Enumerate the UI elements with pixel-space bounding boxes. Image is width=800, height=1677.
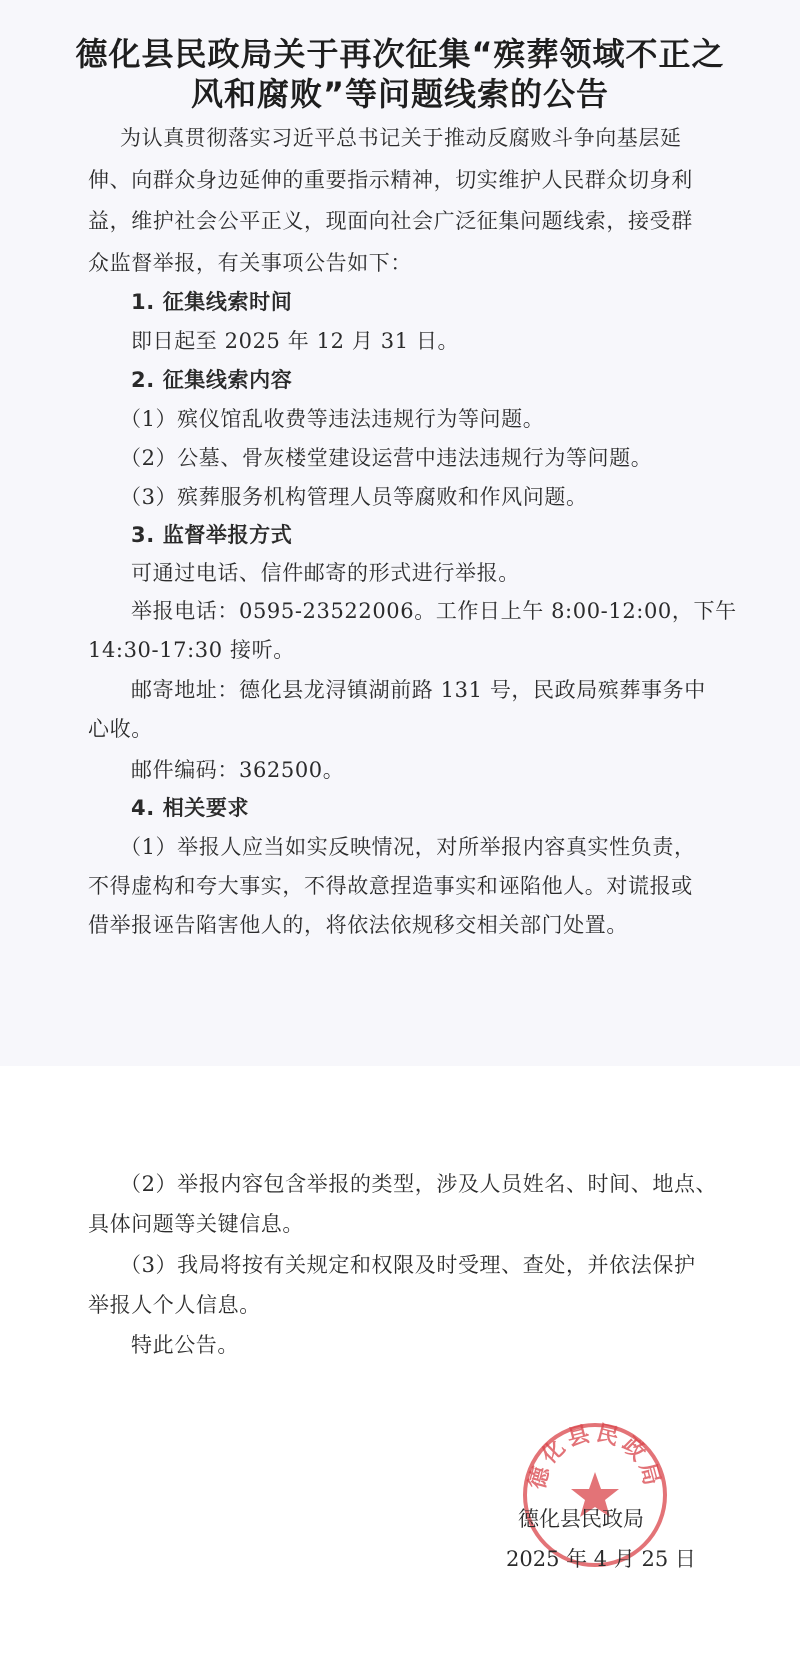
section-2-item-2: （2）公墓、骨灰楼堂建设运营中违法违规行为等问题。 <box>120 446 653 470</box>
section-3-heading: 3. 监督举报方式 <box>131 523 293 547</box>
closing-remark: 特此公告。 <box>131 1333 239 1357</box>
intro-paragraph-line-1: 为认真贯彻落实习近平总书记关于推动反腐败斗争向基层延 <box>120 126 682 150</box>
mailing-address-line-1: 邮寄地址：德化县龙浔镇湖前路 131 号，民政局殡葬事务中 <box>131 678 706 702</box>
postal-code: 邮件编码：362500。 <box>131 758 345 782</box>
document-title-line-2: 风和腐败”等问题线索的公告 <box>190 75 610 113</box>
intro-paragraph-line-3: 益，维护社会公平正义，现面向社会广泛征集问题线索，接受群 <box>88 209 693 233</box>
section-1-text: 即日起至 2025 年 12 月 31 日。 <box>131 329 460 353</box>
requirement-1-line-3: 借举报诬告陷害他人的，将依法依规移交相关部门处置。 <box>88 913 628 937</box>
document-title-line-1: 德化县民政局关于再次征集“殡葬领域不正之 <box>75 35 725 73</box>
requirement-3-line-1: （3）我局将按有关规定和权限及时受理、查处，并依法保护 <box>120 1253 696 1277</box>
requirement-2-line-1: （2）举报内容包含举报的类型，涉及人员姓名、时间、地点、 <box>120 1172 718 1196</box>
signature-date: 2025 年 4 月 25 日 <box>506 1547 696 1571</box>
section-4-heading: 4. 相关要求 <box>131 796 250 820</box>
requirement-3-line-2: 举报人个人信息。 <box>88 1293 261 1317</box>
requirement-2-line-2: 具体问题等关键信息。 <box>88 1212 304 1236</box>
intro-paragraph-line-2: 伸、向群众身边延伸的重要指示精神，切实维护人民群众切身利 <box>88 168 693 192</box>
mailing-address-line-2: 心收。 <box>88 717 153 741</box>
section-2-item-3: （3）殡葬服务机构管理人员等腐败和作风问题。 <box>120 485 588 509</box>
seal-text: 德化县民政局 <box>524 1420 666 1492</box>
section-3-text: 可通过电话、信件邮寄的形式进行举报。 <box>131 561 520 585</box>
requirement-1-line-1: （1）举报人应当如实反映情况，对所举报内容真实性负责， <box>120 835 696 859</box>
intro-paragraph-line-4: 众监督举报，有关事项公告如下： <box>88 251 412 275</box>
report-phone-line-2: 14:30-17:30 接听。 <box>88 638 295 662</box>
section-2-item-1: （1）殡仪馆乱收费等违法违规行为等问题。 <box>120 407 545 431</box>
section-2-heading: 2. 征集线索内容 <box>131 368 293 392</box>
requirement-1-line-2: 不得虚构和夸大事实，不得故意捏造事实和诬陷他人。对谎报或 <box>88 874 693 898</box>
document-page-2 <box>0 1066 800 1677</box>
report-phone-line-1: 举报电话：0595-23522006。工作日上午 8:00-12:00，下午 <box>131 599 737 623</box>
section-1-heading: 1. 征集线索时间 <box>131 290 293 314</box>
signature-organization: 德化县民政局 <box>518 1507 644 1531</box>
